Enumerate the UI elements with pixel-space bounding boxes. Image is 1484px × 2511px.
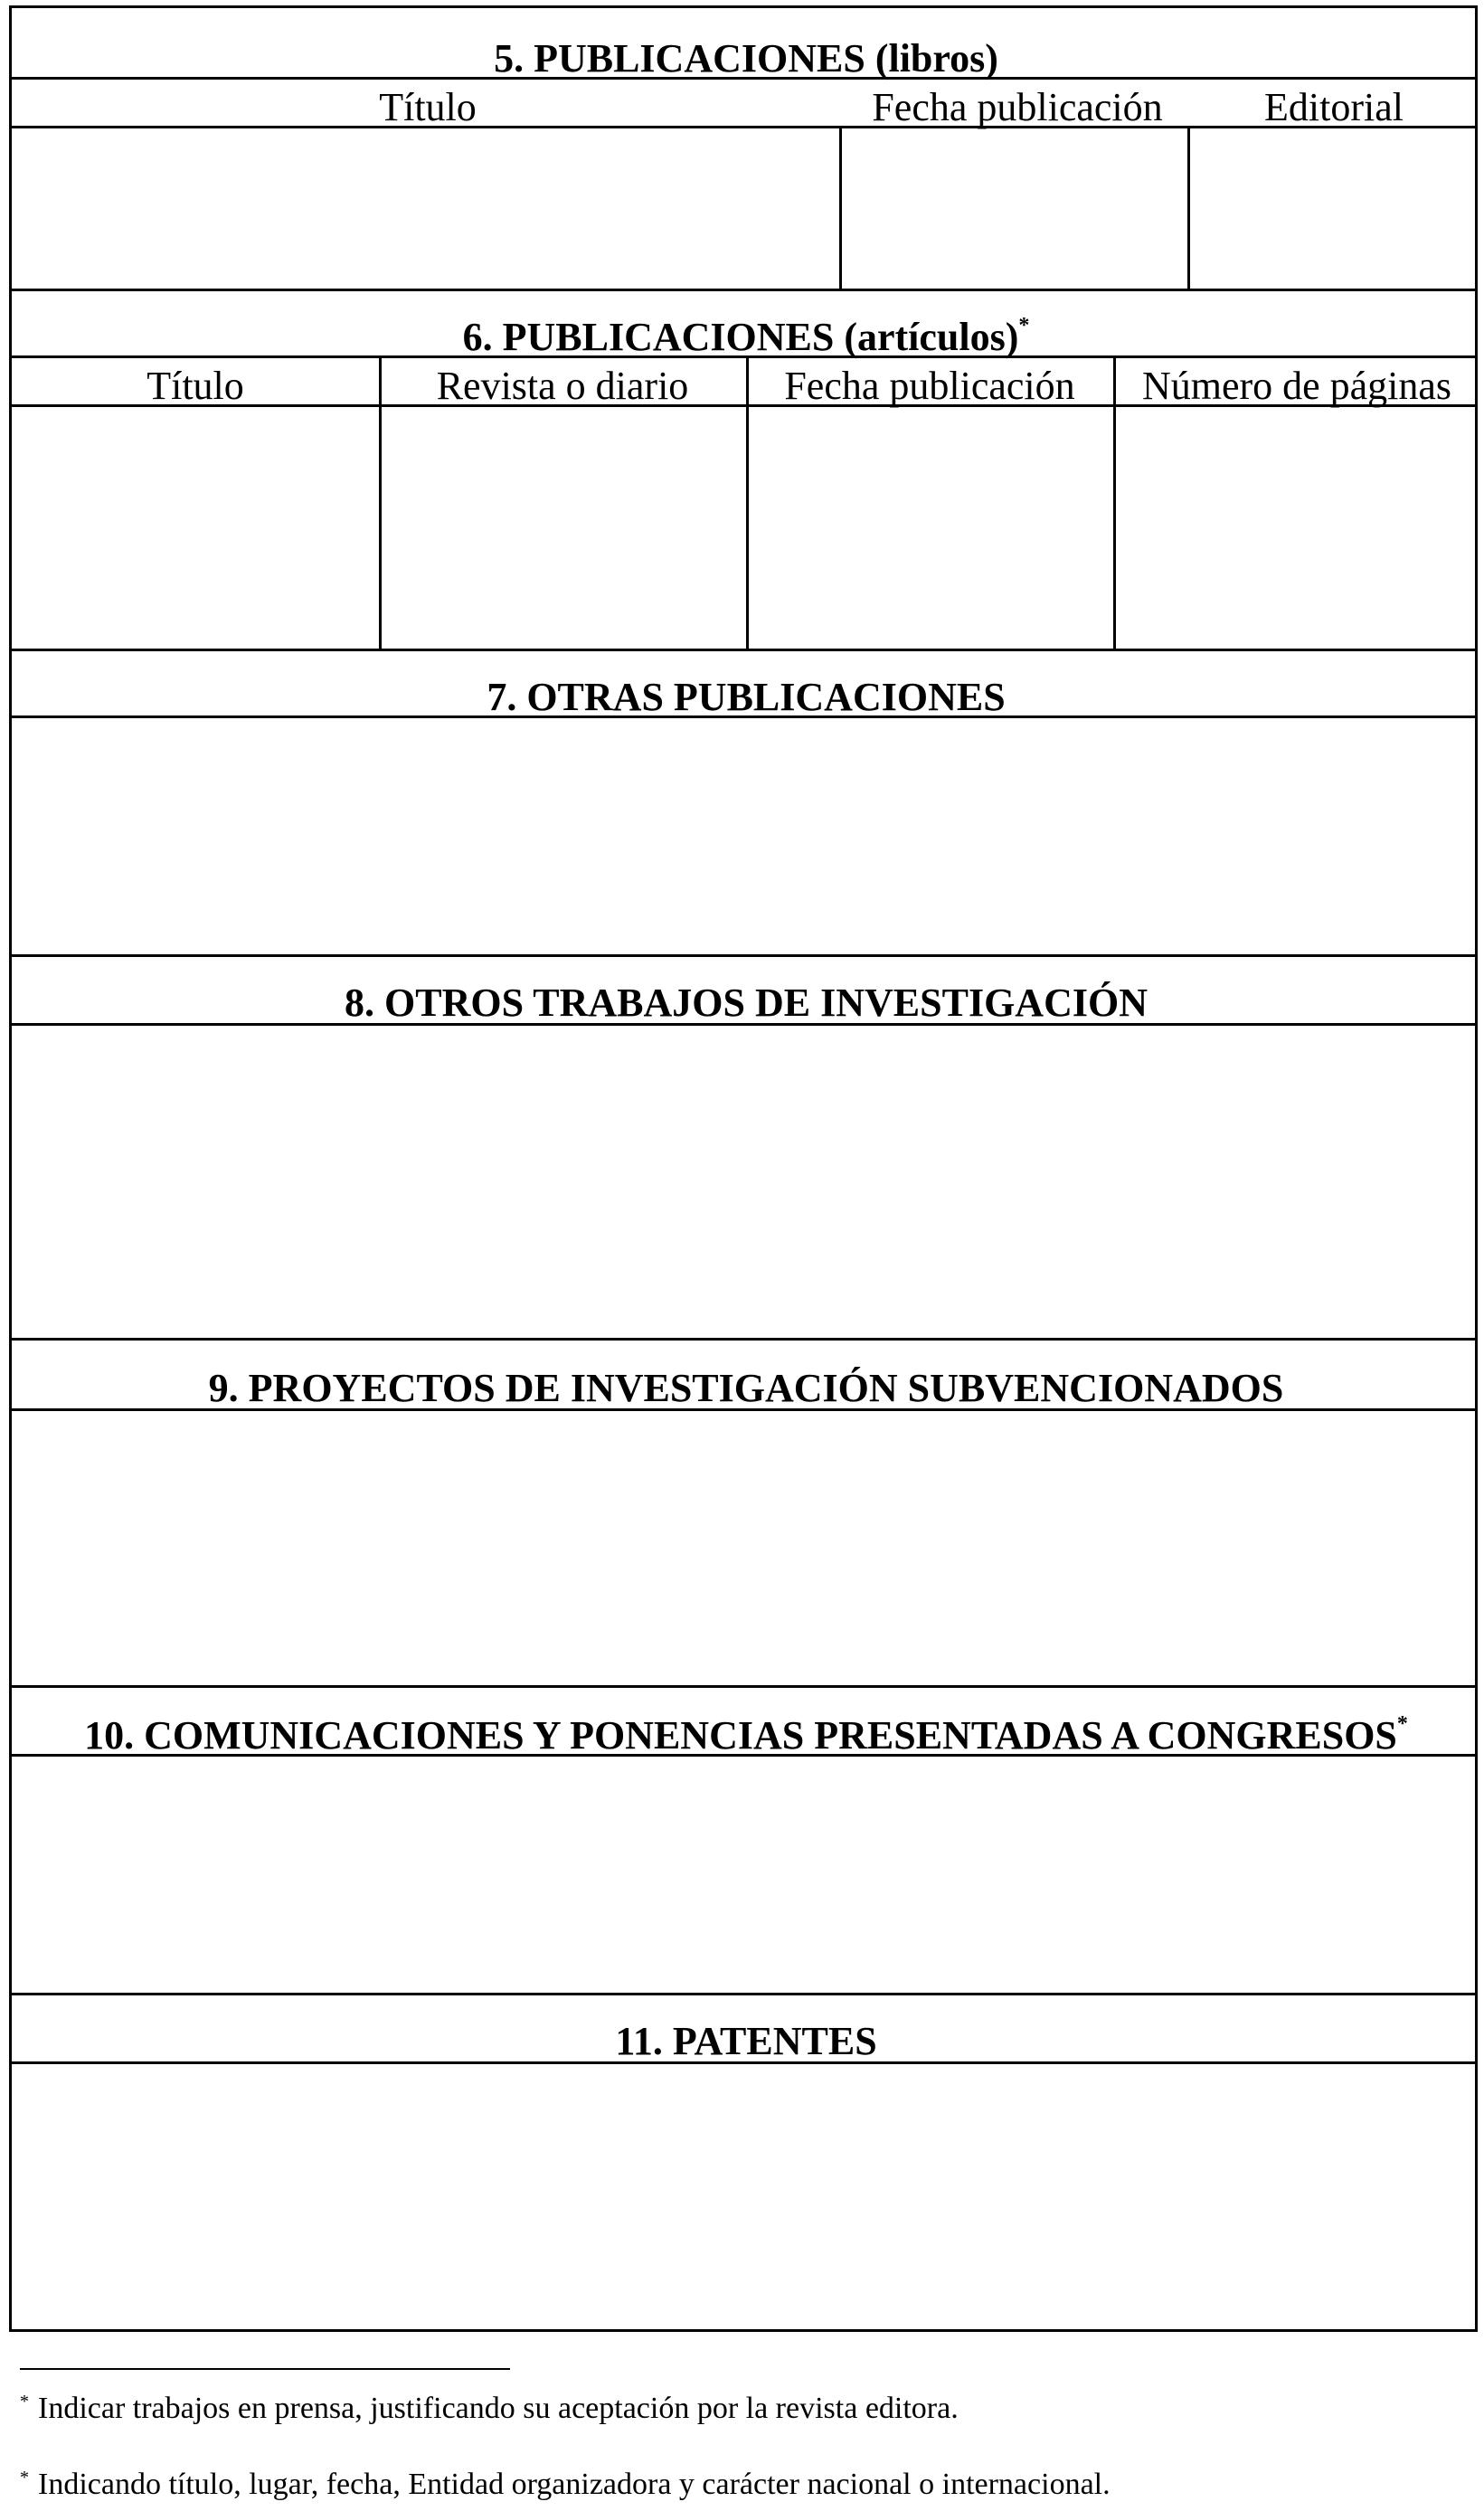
section-11-header-divider xyxy=(12,2061,1475,2064)
section-9-header-divider xyxy=(12,1408,1475,1411)
s6-col-separator-2 xyxy=(746,355,749,649)
section-7-title: 7. OTRAS PUBLICACIONES xyxy=(487,675,1006,719)
s6-col-title: Título xyxy=(147,364,244,408)
section-9-bottom xyxy=(12,1685,1475,1688)
section-10-bottom xyxy=(12,1993,1475,1995)
s5-col-publisher: Editorial xyxy=(1264,85,1404,129)
section-8-header-divider xyxy=(12,1023,1475,1026)
section-8-bottom xyxy=(12,1338,1475,1341)
section-7-header-divider xyxy=(12,715,1475,718)
section-9-title: 9. PROYECTOS DE INVESTIGACIÓN SUBVENCIONADOS xyxy=(208,1366,1284,1410)
footnote-1 xyxy=(20,2393,959,2424)
s5-col-separator-2 xyxy=(1187,126,1190,289)
footnote-2 xyxy=(20,2469,1111,2500)
footnote-1-marker: * xyxy=(20,2391,29,2412)
s6-col-separator-3 xyxy=(1113,355,1116,649)
s6-columns-divider xyxy=(12,404,1475,407)
footnote-2-text: Indicando título, lugar, fecha, Entidad organizadora y carácter nacional o internacional. xyxy=(38,2468,1111,2501)
s6-col-date: Fecha publicación xyxy=(784,364,1075,408)
section-6-title: 6. PUBLICACIONES (artículos)* xyxy=(462,314,1030,359)
section-11-title: 11. PATENTES xyxy=(615,2019,877,2063)
section-10-title: 10. COMUNICACIONES Y PONENCIAS PRESENTADAS A CONGRESOS* xyxy=(84,1712,1408,1758)
section-8-title: 8. OTROS TRABAJOS DE INVESTIGACIÓN xyxy=(345,981,1148,1025)
s5-col-separator-1 xyxy=(839,126,842,289)
footnote-2-marker: * xyxy=(20,2467,29,2487)
s6-col-journal: Revista o diario xyxy=(436,364,689,408)
footnote-marker: * xyxy=(1018,314,1030,338)
section-6-header-divider xyxy=(12,355,1475,358)
s6-col-pages: Número de páginas xyxy=(1141,364,1452,408)
section-5-bottom xyxy=(12,289,1475,291)
section-7-bottom xyxy=(12,954,1475,957)
section-10-header-divider xyxy=(12,1754,1475,1757)
section-5-title: 5. PUBLICACIONES (libros) xyxy=(494,36,998,81)
s6-col-separator-1 xyxy=(379,355,382,649)
curriculum-form-table xyxy=(9,5,1478,2332)
s5-col-date: Fecha publicación xyxy=(872,85,1163,129)
s5-col-title: Título xyxy=(379,85,477,129)
section-5-header-divider xyxy=(12,77,1475,80)
section-6-bottom xyxy=(12,649,1475,651)
footnote-marker: * xyxy=(1396,1712,1408,1737)
footnote-1-text: Indicar trabajos en prensa, justificando su aceptación por la revista editora. xyxy=(38,2392,959,2425)
footnote-separator xyxy=(20,2368,510,2370)
s5-columns-divider xyxy=(12,126,1475,128)
